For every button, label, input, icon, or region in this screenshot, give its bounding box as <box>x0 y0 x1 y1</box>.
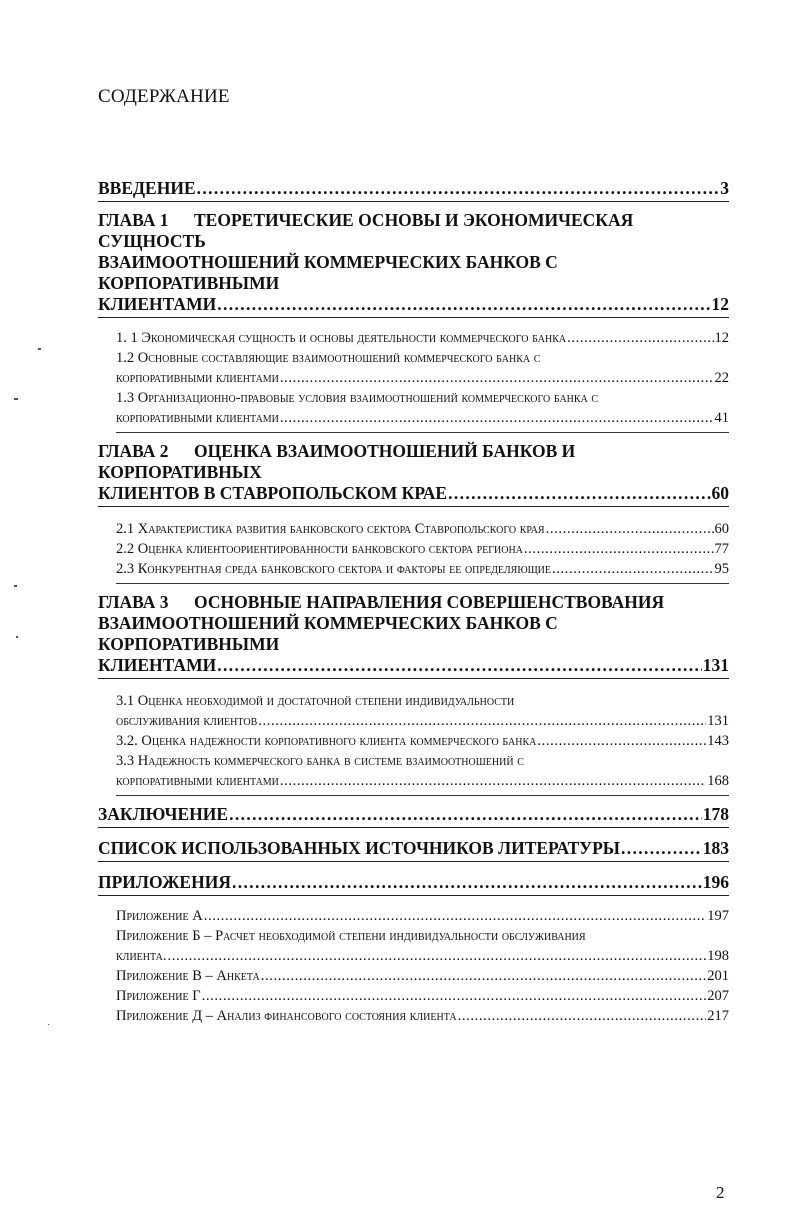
toc-subentry-appendix-b[interactable] <box>116 926 729 966</box>
dot-leader <box>552 559 713 579</box>
chapter-title-line: КЛИЕНТАМИ <box>98 294 217 314</box>
dot-leader <box>217 294 710 315</box>
toc-page-number: 183 <box>702 838 729 858</box>
dot-leader <box>524 539 714 559</box>
toc-page-number: 168 <box>707 773 729 789</box>
toc-subentry-appendix-a[interactable] <box>116 906 729 926</box>
dot-leader <box>280 771 706 791</box>
subentry-title: Приложение А <box>116 908 203 924</box>
toc-entry-sources[interactable] <box>98 838 729 862</box>
subentry-title: корпоративными клиентами <box>116 773 279 789</box>
dot-leader <box>567 328 713 348</box>
scan-speck <box>14 398 18 400</box>
subentry-title: корпоративными клиентами <box>116 370 279 386</box>
dot-leader <box>280 368 714 388</box>
chapter-title-line: КЛИЕНТАМИ <box>98 655 217 675</box>
subentry-title: 1.3 Организационно-правовые условия взаимоотношений коммерческого банка с <box>116 390 599 406</box>
subentry-title: корпоративными клиентами <box>116 410 279 426</box>
toc-entry-chapter-1[interactable] <box>98 210 729 318</box>
toc-subentry-1-1[interactable] <box>116 328 729 348</box>
subentry-title: 3.2. Оценка надежности корпоративного клиента коммерческого банка <box>116 733 537 749</box>
subentry-title: 3.1 Оценка необходимой и достаточной степени индивидуальности <box>116 693 515 709</box>
scan-speck <box>48 1024 49 1025</box>
chapter-number: ГЛАВА 1 <box>98 210 169 230</box>
dot-leader <box>204 906 707 926</box>
table-of-contents <box>98 178 729 1038</box>
chapter-number: ГЛАВА 3 <box>98 592 169 612</box>
chapter-title-line: ВЗАИМООТНОШЕНИЙ КОММЕРЧЕСКИХ БАНКОВ С КОРПОРАТИВНЫМИ <box>98 252 558 293</box>
toc-entry-conclusion[interactable] <box>98 804 729 828</box>
chapter-title-line: ОЦЕНКА ВЗАИМООТНОШЕНИЙ БАНКОВ И КОРПОРАТИВНЫХ <box>98 441 576 482</box>
toc-page-number: 198 <box>707 948 729 964</box>
toc-subentry-2-3[interactable] <box>116 559 729 584</box>
toc-entry-title: СПИСОК ИСПОЛЬЗОВАННЫХ ИСТОЧНИКОВ ЛИТЕРАТУРЫ <box>98 838 620 858</box>
toc-page-number: 95 <box>714 561 729 577</box>
dot-leader <box>229 804 702 825</box>
toc-page-number: 60 <box>711 483 729 503</box>
toc-page-number: 41 <box>714 410 729 426</box>
page-number: 2 <box>716 1183 725 1202</box>
toc-page-number: 143 <box>707 733 729 749</box>
toc-entry-title: ВВЕДЕНИЕ <box>98 178 196 198</box>
dot-leader <box>448 483 710 504</box>
dot-leader <box>537 731 706 751</box>
page-title: СОДЕРЖАНИЕ <box>98 86 230 107</box>
toc-page-number: 3 <box>720 178 729 198</box>
toc-entry-appendices[interactable] <box>98 872 729 896</box>
toc-page-number: 12 <box>711 294 729 314</box>
toc-entry-chapter-2[interactable] <box>98 441 729 507</box>
dot-leader <box>258 711 706 731</box>
chapter-title-line: ТЕОРЕТИЧЕСКИЕ ОСНОВЫ И ЭКОНОМИЧЕСКАЯ СУЩНОСТЬ <box>98 210 634 251</box>
toc-page-number: 207 <box>707 988 729 1004</box>
toc-page-number: 12 <box>714 330 729 346</box>
toc-page-number: 197 <box>707 908 729 924</box>
chapter-title-line: КЛИЕНТОВ В СТАВРОПОЛЬСКОМ КРАЕ <box>98 483 448 503</box>
scan-speck <box>14 585 17 587</box>
scan-speck <box>38 348 41 350</box>
toc-page-number: 201 <box>707 968 729 984</box>
toc-subentry-appendix-v[interactable] <box>116 966 729 986</box>
dot-leader <box>261 966 707 986</box>
toc-subentry-3-3[interactable] <box>116 751 729 796</box>
dot-leader <box>621 838 702 859</box>
scan-speck <box>16 636 18 638</box>
subentry-title: Приложение Г <box>116 988 201 1004</box>
dot-leader <box>232 872 702 893</box>
toc-subentry-3-1[interactable] <box>116 691 729 731</box>
dot-leader <box>458 1006 707 1026</box>
toc-subentry-appendix-g[interactable] <box>116 986 729 1006</box>
subentry-title: 1. 1 Экономическая сущность и основы деятельности коммерческого банка <box>116 330 567 346</box>
toc-subentry-1-2[interactable] <box>116 348 729 388</box>
toc-page-number: 60 <box>714 521 729 537</box>
toc-page-number: 178 <box>702 804 729 824</box>
subentry-title: Приложение В – Анкета <box>116 968 260 984</box>
subentry-title: 2.3 Конкурентная среда банковского сектора и факторы ее определяющие <box>116 561 552 577</box>
dot-leader <box>202 986 707 1006</box>
toc-entry-chapter-3[interactable] <box>98 592 729 679</box>
chapter-title-line: ОСНОВНЫЕ НАПРАВЛЕНИЯ СОВЕРШЕНСТВОВАНИЯ <box>194 592 665 612</box>
subentry-title: Приложение Б – Расчет необходимой степени индивидуальности обслуживания <box>116 928 586 944</box>
toc-entry-title: ЗАКЛЮЧЕНИЕ <box>98 804 229 824</box>
toc-entry-introduction[interactable] <box>98 178 729 202</box>
toc-page-number: 131 <box>702 655 729 675</box>
dot-leader <box>546 519 714 539</box>
toc-subentry-2-2[interactable] <box>116 539 729 559</box>
toc-page-number: 217 <box>707 1008 729 1024</box>
toc-subentry-1-3[interactable] <box>116 388 729 433</box>
subentry-title: 2.2 Оценка клиентоориентированности банковского сектора региона <box>116 541 523 557</box>
subentry-title: 1.2 Основные составляющие взаимоотношений коммерческого банка с <box>116 350 541 366</box>
subentry-title: Приложение Д – Анализ финансового состояния клиента <box>116 1008 457 1024</box>
toc-page-number: 77 <box>714 541 729 557</box>
dot-leader <box>167 946 706 966</box>
subentry-title: обслуживания клиентов <box>116 713 258 729</box>
toc-subentry-2-1[interactable] <box>116 519 729 539</box>
toc-page-number: 22 <box>714 370 729 386</box>
chapter-title-line: ВЗАИМООТНОШЕНИЙ КОММЕРЧЕСКИХ БАНКОВ С КОРПОРАТИВНЫМИ <box>98 613 558 654</box>
subentry-title: 2.1 Характеристика развития банковского сектора Ставропольского края <box>116 521 545 537</box>
toc-entry-title: ПРИЛОЖЕНИЯ <box>98 872 231 892</box>
dot-leader <box>280 408 714 428</box>
dot-leader <box>217 655 702 676</box>
toc-page-number: 131 <box>707 713 729 729</box>
toc-page-number: 196 <box>702 872 729 892</box>
toc-subentry-appendix-d[interactable] <box>116 1006 729 1030</box>
chapter-number: ГЛАВА 2 <box>98 441 169 461</box>
subentry-title: 3.3 Надежность коммерческого банка в системе взаимоотношений с <box>116 753 524 769</box>
subentry-title: клиента. <box>116 948 167 964</box>
toc-subentry-3-2[interactable] <box>116 731 729 751</box>
dot-leader <box>197 178 720 199</box>
